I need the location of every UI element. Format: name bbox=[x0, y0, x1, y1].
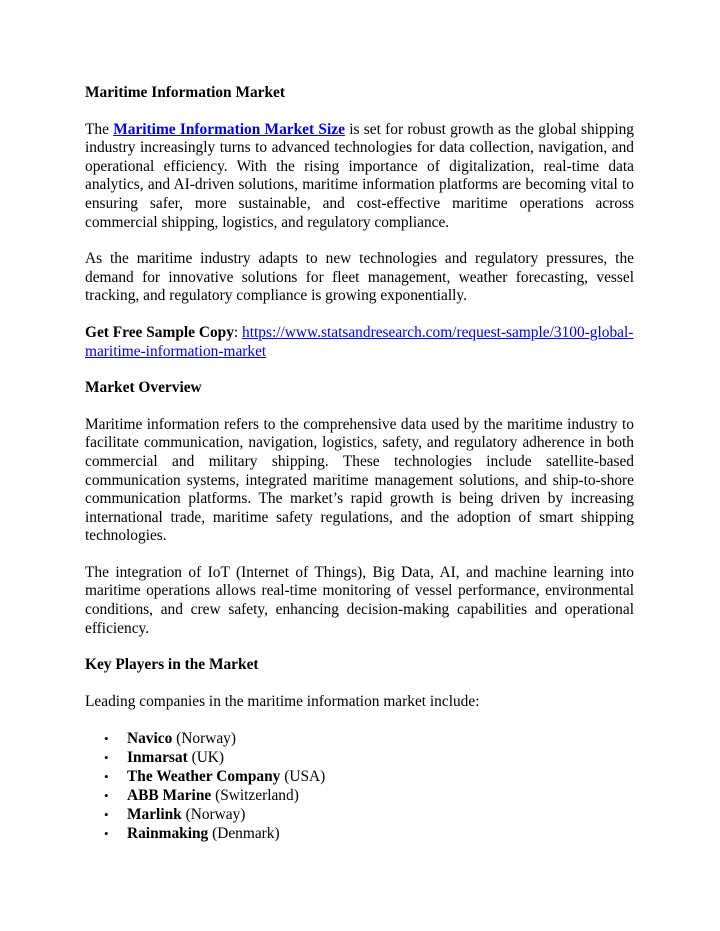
sample-copy-link[interactable]: https://www.statsandresearch.com/request-sample/3100-global-maritime-information-market bbox=[85, 323, 634, 360]
list-item bbox=[85, 748, 634, 767]
player-country: (Norway) bbox=[181, 806, 246, 824]
overview-paragraph-2: The integration of IoT (Internet of Things), Big Data, AI, and machine learning into maritime operations allows real-time monitoring of vessel performance, environmental conditions, and crew safety, enhancing decision-making capabilities and operational efficiency. bbox=[85, 563, 634, 637]
player-country: (Switzerland) bbox=[211, 787, 299, 805]
intro-prefix: The bbox=[85, 120, 114, 138]
list-item bbox=[85, 786, 634, 805]
bullet-icon: • bbox=[104, 788, 109, 804]
list-item bbox=[85, 805, 634, 824]
bullet-icon: • bbox=[104, 769, 109, 785]
adaptation-paragraph: As the maritime industry adapts to new technologies and regulatory pressures, the demand for innovative solutions for fleet management, weather forecasting, vessel tracking, and regulatory compliance is growing exponentially. bbox=[85, 250, 634, 305]
list-item bbox=[85, 729, 634, 748]
player-name: The Weather Company bbox=[127, 768, 281, 786]
sample-copy-paragraph bbox=[85, 324, 634, 361]
bullet-icon: • bbox=[104, 826, 109, 842]
player-country: (USA) bbox=[280, 768, 326, 786]
key-players-list bbox=[85, 729, 634, 843]
players-intro: Leading companies in the maritime information market include: bbox=[85, 692, 480, 710]
sample-copy-label: Get Free Sample Copy bbox=[85, 323, 234, 341]
bullet-icon: • bbox=[104, 731, 109, 747]
player-country: (Norway) bbox=[172, 730, 236, 748]
player-country: (UK) bbox=[187, 749, 225, 767]
player-name: Rainmaking bbox=[127, 825, 209, 843]
market-size-link[interactable]: Maritime Information Market Size bbox=[113, 120, 345, 138]
player-name: ABB Marine bbox=[127, 787, 212, 805]
heading-key-players: Key Players in the Market bbox=[85, 656, 259, 674]
player-name: Inmarsat bbox=[127, 749, 188, 767]
bullet-icon: • bbox=[104, 750, 109, 766]
overview-paragraph-1: Maritime information refers to the comprehensive data used by the maritime industry to facilitate communication, navigation, logistics, safety, and regulatory adherence in both commercial and military shipping. These technologies include satellite-based communication systems, integrated maritime management solutions, and ship-to-shore communication platforms. The market’s rapid growth is being driven by increasing international trade, maritime safety regulations, and the adoption of smart shipping technologies. bbox=[85, 415, 634, 545]
intro-paragraph bbox=[85, 121, 634, 233]
bullet-icon: • bbox=[104, 807, 109, 823]
list-item bbox=[85, 767, 634, 786]
player-name: Navico bbox=[127, 730, 173, 748]
intro-suffix: is set for robust growth as the global shipping industry increasingly turns to advanced technologies for data collection, navigation, and operational efficiency. With the rising importance of digitalization, real-time data analytics, and AI-driven solutions, maritime information platforms are becoming vital to ensuring safer, more sustainable, and cost-effective maritime operations across commercial shipping, logistics, and regulatory compliance. bbox=[85, 120, 634, 231]
player-name: Marlink bbox=[127, 806, 182, 824]
list-item bbox=[85, 824, 634, 843]
heading-market-overview: Market Overview bbox=[85, 379, 202, 397]
document-page bbox=[85, 84, 634, 843]
sample-copy-colon: : bbox=[233, 323, 243, 341]
heading-maritime-information-market: Maritime Information Market bbox=[85, 84, 286, 101]
player-country: (Denmark) bbox=[208, 825, 280, 843]
